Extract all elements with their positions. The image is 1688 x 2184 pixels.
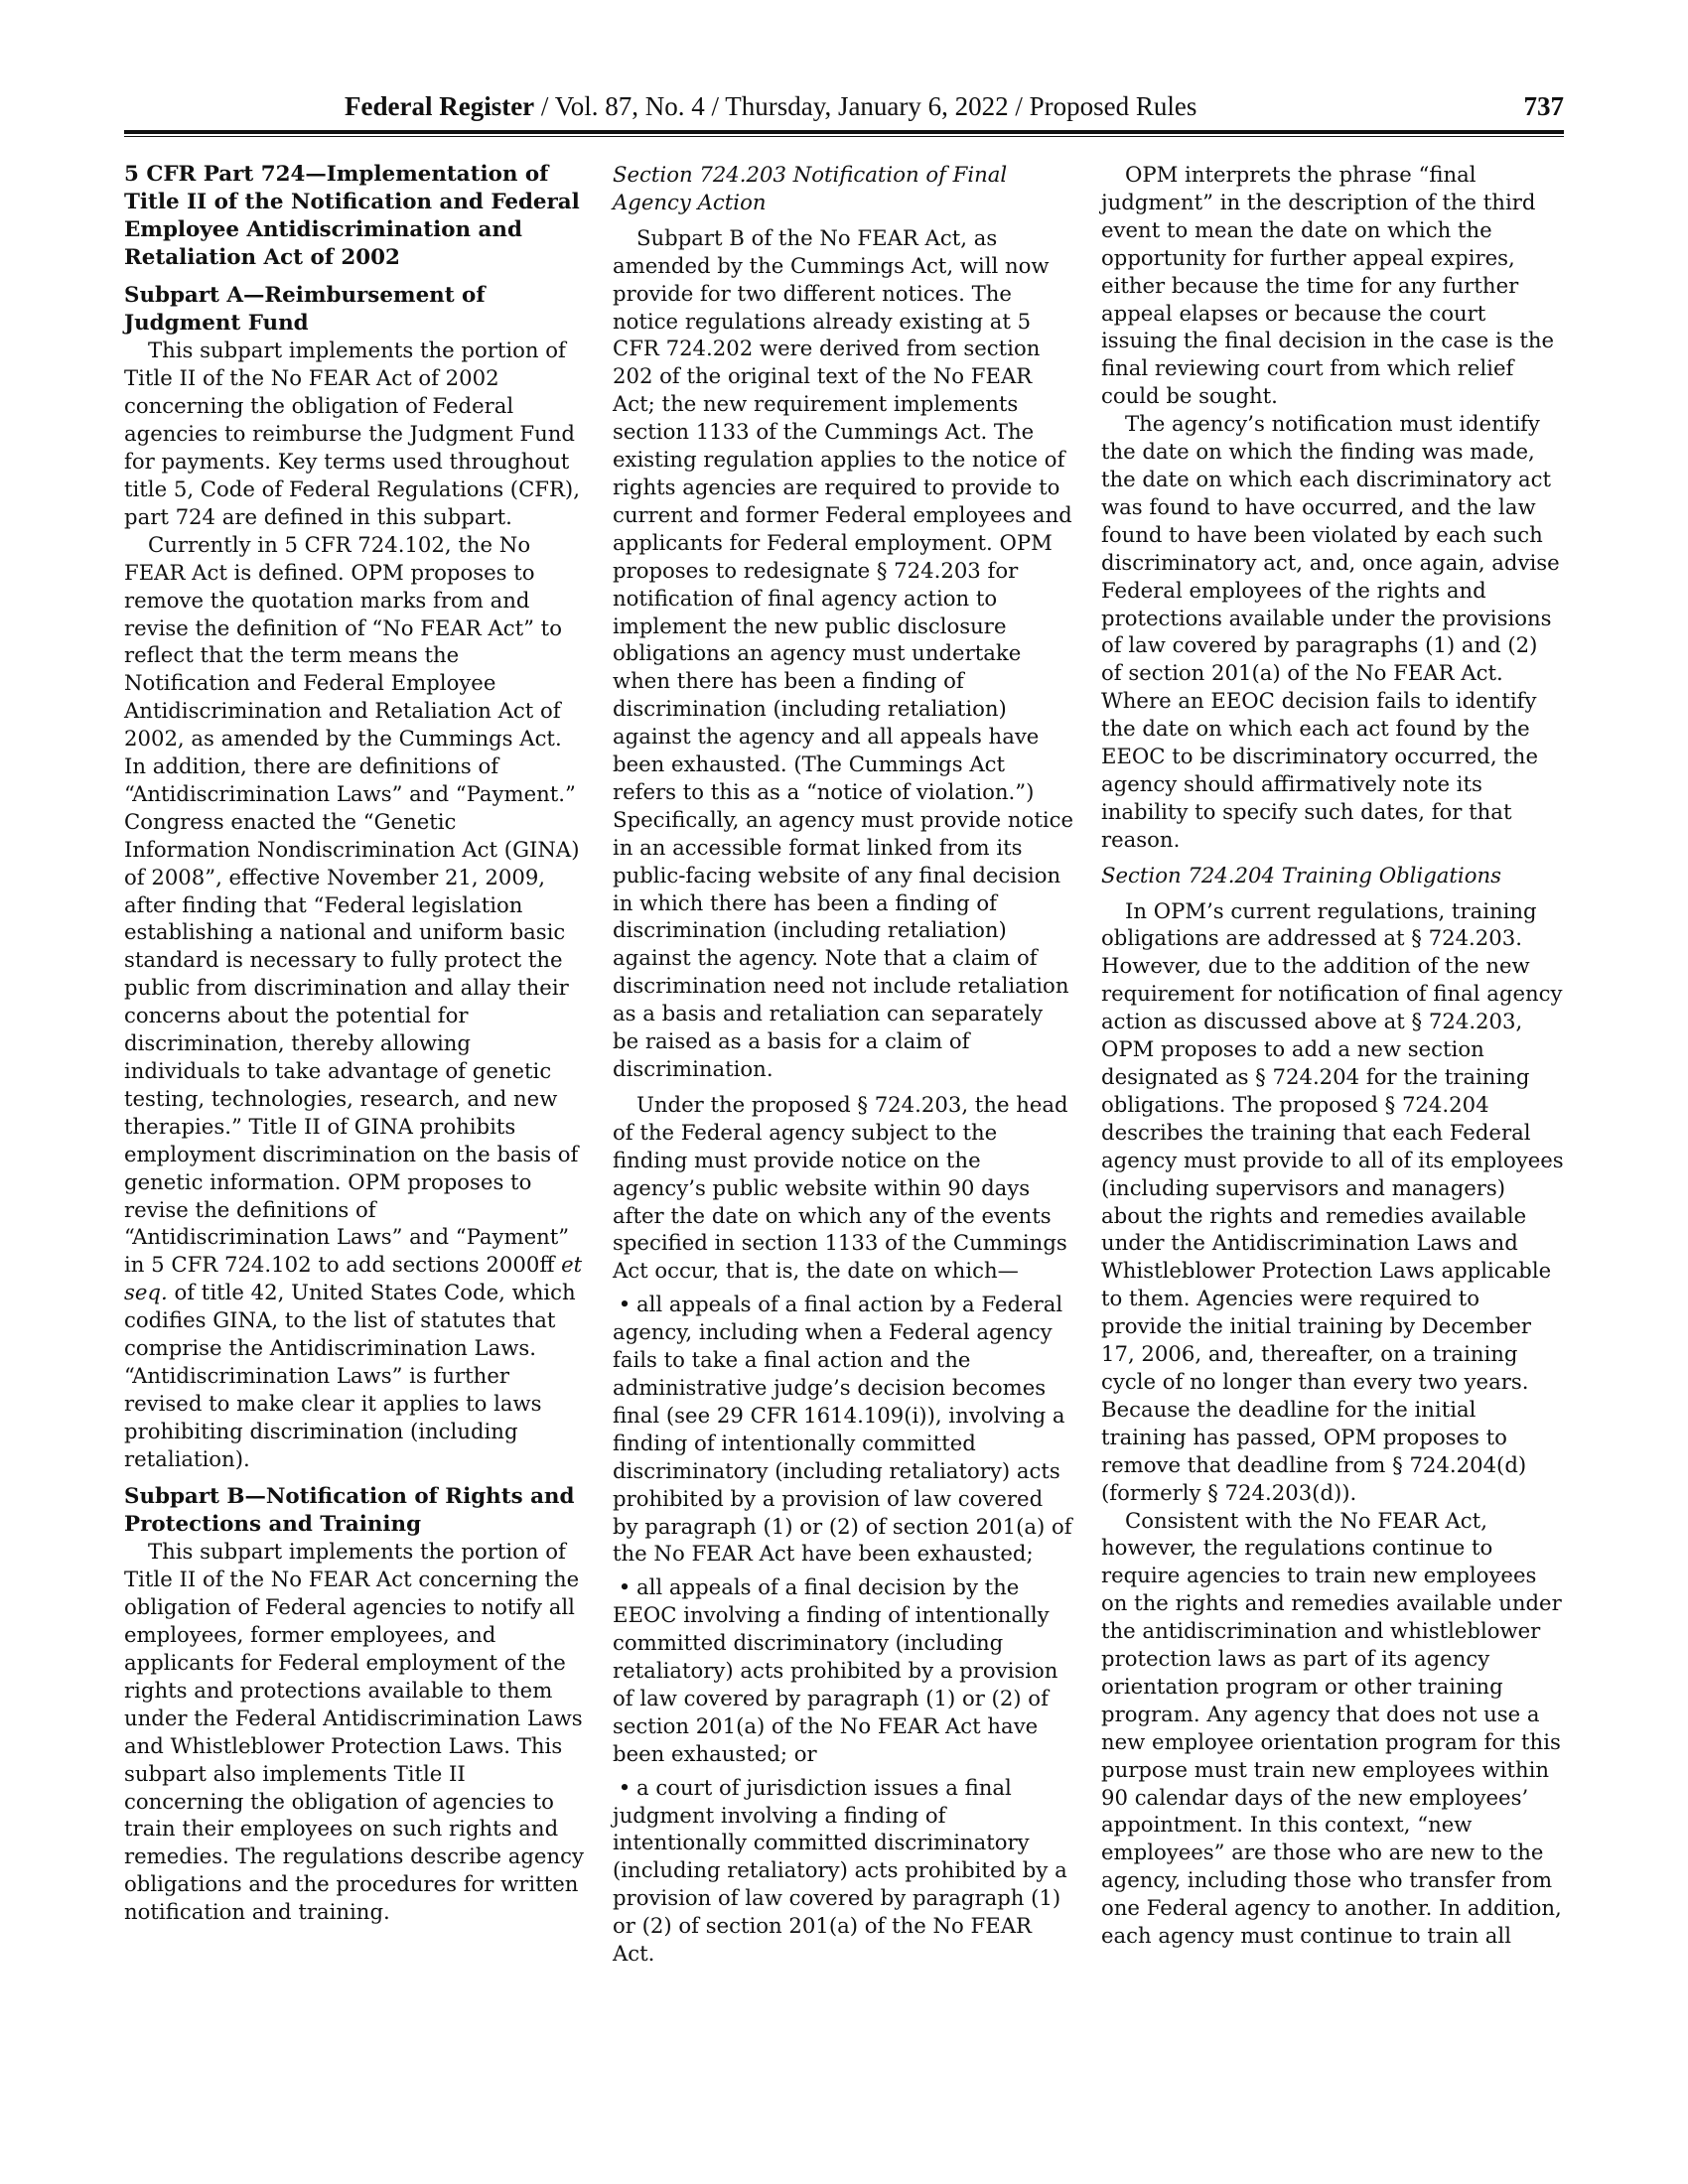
paragraph: Under the proposed § 724.203, the head of the Federal agency subject to the finding must provide notice on the agency’s public website within 90 days after the date on which any of the events specified in section 1133 of the Cummings Act occur, that is, the date on which—: [613, 1091, 1068, 1284]
paragraph: OPM interprets the phrase “final judgment” in the description of the third event to mean the date on which the opportunity for further appeal expires, either because the time for any further appeal elapses or because the court issuing the final decision in the case is the final reviewing court from which relief could be sought.: [1101, 162, 1555, 409]
paragraph: [124, 531, 586, 1473]
list-item-text: a court of jurisdiction issues a final judgment involving a finding of intentionally committed discriminatory (including retaliatory) acts prohibited by a provision of law covered by paragraph (1) or (2) of section 201(a) of the No FEAR Act.: [613, 1774, 1067, 1967]
paragraph: The agency’s notification must identify the date on which the finding was made, the date on which each discriminatory act was found to have occurred, and the law found to have been violated by each such discriminatory act, and, once again, advise Federal employees of the rights and protections available under the provisions of law covered by paragraphs (1) and (2) of section 201(a) of the No FEAR Act. Where an EEOC decision fails to identify the date on which each act found by the EEOC to be discriminatory occurred, the agency should affirmatively note its inability to specify such dates, for that reason.: [1101, 411, 1560, 852]
column-2: [613, 161, 1074, 1968]
page-number: 737: [1523, 91, 1564, 121]
paragraph: In OPM’s current regulations, training obligations are addressed at § 724.203. However, due to the addition of the new requirement for notification of final agency action as discussed above at § 724.203, OPM proposes to add a new section designated as § 724.204 for the training obligations. The proposed § 724.204 describes the training that each Federal agency must provide to all of its employees (including supervisors and managers) about the rights and remedies available under the Antidiscrimination Laws and Whistleblower Protection Laws applicable to them. Agencies were required to provide the initial training by December 17, 2006, and, thereafter, on a training cycle of no longer than every two years. Because the deadline for the initial training has passed, OPM proposes to remove that deadline from § 724.204(d) (formerly § 724.203(d)).: [1101, 897, 1564, 1505]
list-item: [613, 1774, 1074, 1968]
italic-text: et seq.: [124, 1252, 583, 1305]
paragraph: This subpart implements the portion of Title II of the No FEAR Act concerning the obligation of Federal agencies to notify all employees, former employees, and applicants for Federal employment of the rights and protections available to them under the Federal Antidiscrimination Laws and Whistleblower Protection Laws. This subpart also implements Title II concerning the obligation of agencies to train their employees on such rights and remedies. The regulations describe agency obligations and the procedures for written notification and training.: [124, 1539, 584, 1925]
list-item: [613, 1291, 1074, 1568]
list-item: [613, 1573, 1074, 1767]
column-3: [1101, 161, 1564, 1950]
paragraph: Subpart B of the No FEAR Act, as amended by the Cummings Act, will now provide for two different notices. The notice regulations already existing at 5 CFR 724.202 were derived from section 202 of the original text of the No FEAR Act; the new requirement implements section 1133 of the Cummings Act. The existing regulation applies to the notice of rights agencies are required to provide to current and former Federal employees and applicants for Federal employment. OPM proposes to redesignate § 724.203 for notification of final agency action to implement the new public disclosure obligations an agency must undertake when there has been a finding of discrimination (including retaliation) against the agency and all appeals have been exhausted. (The Cummings Act refers to this as a “notice of violation.”) Specifically, an agency must provide notice in an accessible format linked from its public-facing website of any final decision in which there has been a finding of discrimination (including retaliation) against the agency. Note that a claim of discrimination need not include retaliation as a basis and retaliation can separately be raised as a basis for a claim of discrimination.: [613, 224, 1074, 1081]
header-text: Federal Register / Vol. 87, No. 4 / Thursday, January 6, 2022 / Proposed Rules: [345, 91, 1197, 121]
issue-details: Vol. 87, No. 4 / Thursday, January 6, 2022 / Proposed Rules: [554, 91, 1197, 121]
section-heading: Section 724.203 Notification of Final Agency Action: [613, 162, 1008, 214]
section-heading: Section 724.204 Training Obligations: [1101, 862, 1501, 887]
paragraph-text: Currently in 5 CFR 724.102, the No FEAR Act is defined. OPM proposes to remove the quotation marks from and revise the definition of “No FEAR Act” to reflect that the term means the Notification and Federal Employee Antidiscrimination and Retaliation Act of 2002, as amended by the Cummings Act. In addition, there are definitions of “Antidiscrimination Laws” and “Payment.” Congress enacted the “Genetic Information Nondiscrimination Act (GINA) of 2008”, effective November 21, 2009, after finding that “Federal legislation establishing a national and uniform basic standard is necessary to fully protect the public from discrimination and allay their concerns about the potential for discrimination, thereby allowing individuals to take advantage of genetic testing, technologies, research, and new therapies.” Title II of GINA prohibits employment discrimination on the basis of genetic information. OPM proposes to revise the definitions of “Antidiscrimination Laws” and “Payment” in 5 CFR 724.102 to add sections 2000ff: [124, 531, 580, 1278]
column-1: [124, 161, 586, 1926]
part-title: 5 CFR Part 724—Implementation of Title II of the Notification and Federal Employee Antidiscrimination and Retaliation Act of 2002: [124, 162, 580, 270]
subpart-b-heading: Subpart B—Notification of Rights and Protections and Training: [124, 1483, 575, 1537]
list-item-text: all appeals of a final decision by the EEOC involving a finding of intentionally committed discriminatory (including retaliatory) acts prohibited by a provision of law covered by paragraph (1) or (2) of section 201(a) of the No FEAR Act have been exhausted; or: [613, 1574, 1058, 1766]
list-item-text: all appeals of a final action by a Federal agency, including when a Federal agency fails to take a final action and the administrative judge’s decision becomes final (see 29 CFR 1614.109(i)), involving a finding of intentionally committed discriminatory (including retaliatory) acts prohibited by a provision of law covered by paragraph (1) or (2) of section 201(a) of the No FEAR Act have been exhausted;: [613, 1292, 1072, 1567]
bullet-icon: •: [618, 1292, 632, 1317]
journal-name: Federal Register: [345, 91, 535, 121]
subpart-a-heading: Subpart A—Reimbursement of Judgment Fund: [124, 282, 486, 336]
paragraph: Consistent with the No FEAR Act, however, the regulations continue to require agencies to train new employees on the rights and remedies available under the antidiscrimination and whistleblower protection laws as part of its agency orientation program or other training program. Any agency that does not use a new employee orientation program for this purpose must train new employees within 90 calendar days of the new employees’ appointment. In this context, “new employees” are those who are new to the agency, including those who transfer from one Federal agency to another. In addition, each agency must continue to train all: [1101, 1507, 1562, 1949]
bullet-icon: •: [618, 1774, 632, 1800]
paragraph: This subpart implements the portion of Title II of the No FEAR Act of 2002 concerning the obligation of Federal agencies to reimburse the Judgment Fund for payments. Key terms used throughout title 5, Code of Federal Regulations (CFR), part 724 are defined in this subpart.: [124, 338, 580, 529]
header-rule: [124, 130, 1564, 137]
paragraph-text: of title 42, United States Code, which codifies GINA, to the list of statutes that comprise the Antidiscrimination Laws. “Antidiscrimination Laws” is further revised to make clear it applies to laws prohibiting discrimination (including retaliation).: [124, 1280, 576, 1471]
bullet-icon: •: [618, 1574, 632, 1600]
running-header: [124, 91, 1564, 127]
